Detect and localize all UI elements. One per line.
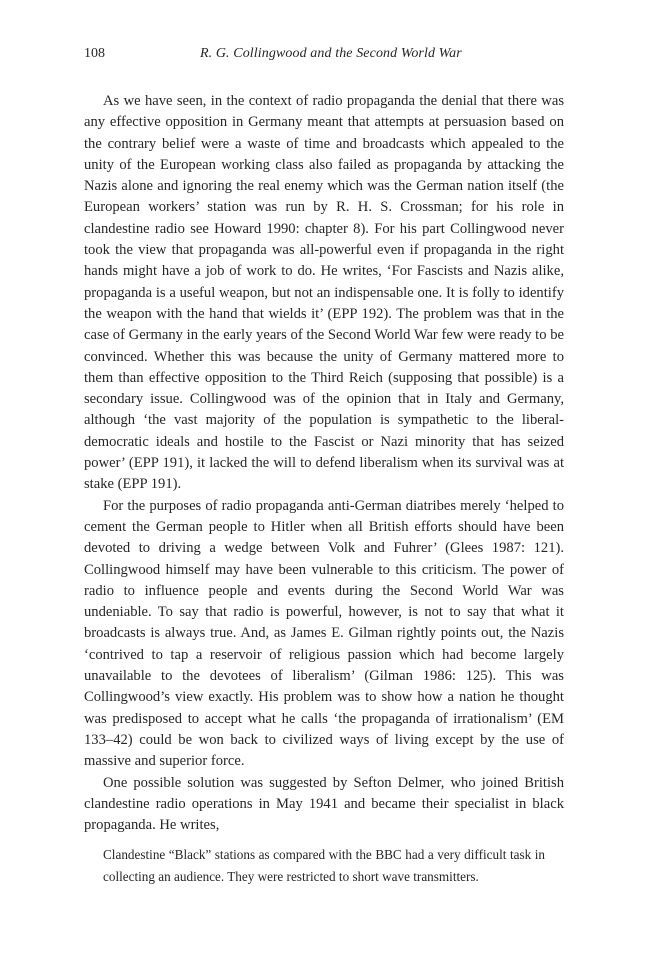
body-text — [84, 91, 564, 836]
page-number: 108 — [84, 46, 105, 61]
running-head-title: R. G. Collingwood and the Second World War — [200, 46, 462, 61]
paragraph: One possible solution was suggested by Sefton Delmer, who joined British clandestine radio operations in May 1941 and became their specialist in black propaganda. He writes, — [84, 774, 564, 834]
block-quote: Clandestine “Black” stations as compared with the BBC had a very difficult task in collecting an audience. They were restricted to short wave transmitters. — [103, 847, 545, 884]
paragraph: As we have seen, in the context of radio propaganda the denial that there was any effective opposition in Germany meant that attempts at persuasion based on the contrary belief were a waste of time and broadcasts which appealed to the unity of the European working class also failed as propaganda by attacking the Nazis alone and ignoring the real enemy which was the German nation itself (the European workers’ station was run by R. H. S. Crossman; for his role in clandestine radio see Howard 1990: chapter 8). For his part Collingwood never took the view that propaganda was all-powerful even if propaganda in the right hands might have a job of work to do. He writes, ‘For Fascists and Nazis alike, propaganda is a useful weapon, but not an indispensable one. It is folly to identify the weapon with the hand that wields it’ (EPP 192). The problem was that in the case of Germany in the early years of the Second World War few were ready to be convinced. Whether this was because the unity of Germany mattered more to them than effective opposition to the Third Reich (supposing that possible) is a secondary issue. Collingwood was of the opinion that in Italy and Germany, although ‘the vast majority of the population is sympathetic to the liberal-democratic ideals and hostile to the Fascist or Nazi minority that has seized power’ (EPP 191), it lacked the will to defend liberalism when its survival was at stake (EPP 191). — [84, 93, 564, 493]
running-head — [84, 46, 564, 66]
paragraph: For the purposes of radio propaganda anti-German diatribes merely ‘helped to cement the German people to Hitler when all British efforts should have been devoted to driving a wedge between Volk and Fuhrer’ (Glees 1987: 121). Collingwood himself may have been vulnerable to this criticism. The power of radio to influence people and events during the Second World War was undeniable. To say that radio is powerful, however, is not to say that what it broadcasts is always true. And, as James E. Gilman rightly points out, the Nazis ‘contrived to tap a reservoir of religious passion which had become largely unavailable to the devotees of liberalism’ (Gilman 1986: 125). This was Collingwood’s view exactly. His problem was to show how a nation he thought was predisposed to accept what he calls ‘the propaganda of irrationalism’ (EM 133–42) could be won back to civilized ways of living except by the use of massive and superior force. — [84, 497, 564, 770]
